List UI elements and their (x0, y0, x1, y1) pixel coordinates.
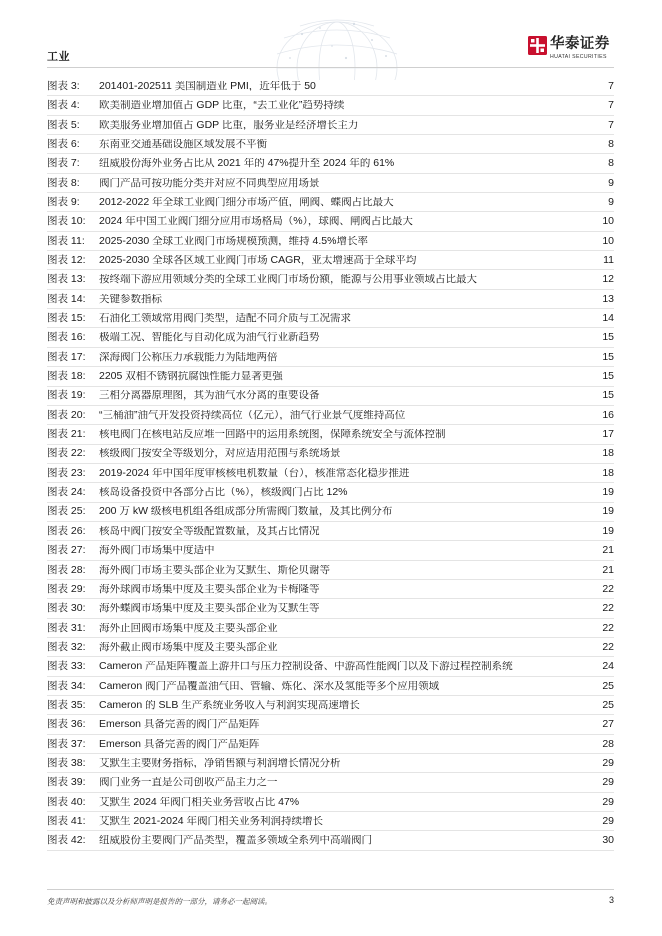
figure-list-item[interactable] (47, 367, 614, 386)
figure-page-number: 18 (602, 447, 614, 460)
figure-list-item[interactable] (47, 96, 614, 115)
figure-page-number: 18 (602, 466, 614, 479)
figure-label: 图表 30: (47, 602, 86, 615)
figure-page-number: 7 (608, 99, 614, 112)
figure-page-number: 19 (602, 486, 614, 499)
brand-name-en: HUATAI SECURITIES (550, 54, 607, 60)
figure-list-item[interactable] (47, 425, 614, 444)
figure-title: 2205 双相不锈钢抗腐蚀性能力显著更强 (99, 371, 283, 382)
figure-page-number: 24 (602, 660, 614, 673)
figure-label: 图表 38: (47, 756, 86, 769)
figure-title: 艾默生主要财务指标，净销售额与利润增长情况分析 (99, 757, 341, 769)
figure-label: 图表 27: (47, 544, 86, 557)
figure-title: 艾默生 2021-2024 年阀门相关业务利润持续增长 (99, 815, 324, 827)
figure-list-item[interactable] (47, 715, 614, 734)
figure-page-number: 15 (602, 331, 614, 344)
figure-title: 核岛中阀门按安全等级配置数量，及其占比情况 (99, 525, 320, 537)
figure-page-number: 16 (602, 408, 614, 421)
figure-list-item[interactable] (47, 754, 614, 773)
figure-list-item[interactable] (47, 503, 614, 522)
figure-title: 纽威股份海外业务占比从 2021 年的 47%提升至 2024 年的 61% (99, 158, 395, 169)
figure-list-item[interactable] (47, 309, 614, 328)
figure-label: 图表 31: (47, 621, 86, 634)
figure-page-number: 29 (602, 814, 614, 827)
figure-list-item[interactable] (47, 406, 614, 425)
figure-list-item[interactable] (47, 522, 614, 541)
section-title: 工业 (47, 51, 70, 63)
figure-list-item[interactable] (47, 599, 614, 618)
figure-title: 核电阀门在核电站反应堆一回路中的运用系统图，保障系统安全与流体控制 (99, 429, 446, 440)
figure-label: 图表 32: (47, 640, 86, 653)
huatai-logo (528, 35, 616, 65)
figure-label: 图表 37: (47, 737, 86, 750)
figure-page-number: 14 (602, 312, 614, 325)
figure-label: 图表 18: (47, 370, 86, 383)
figure-list-item[interactable] (47, 638, 614, 657)
figure-page-number: 8 (608, 137, 614, 150)
figure-page-number: 21 (602, 563, 614, 576)
figure-label: 图表 19: (47, 389, 86, 402)
figure-page-number: 19 (602, 505, 614, 518)
figure-title: 纽威股份主要阀门产品类型，覆盖多领域全系列中高端阀门 (99, 835, 372, 846)
huatai-logo-icon (528, 36, 547, 55)
figure-title: 200 万 kW 级核电机组各组成部分所需阀门数量，及其比例分布 (99, 506, 393, 517)
figure-list-item[interactable] (47, 696, 614, 715)
figure-label: 图表 7: (47, 157, 80, 170)
figure-title: 2019-2024 年中国年度审核核电机数量（台），核准常态化稳步推进 (99, 467, 410, 479)
figure-list-item[interactable] (47, 445, 614, 464)
figure-label: 图表 40: (47, 795, 86, 808)
figure-list-item[interactable] (47, 657, 614, 676)
figure-label: 图表 39: (47, 776, 86, 789)
figure-list-item[interactable] (47, 831, 614, 850)
figure-title: 东南亚交通基础设施区域发展不平衡 (99, 138, 267, 150)
figure-title: Emerson 具备完善的阀门产品矩阵 (99, 719, 260, 730)
figure-label: 图表 33: (47, 660, 86, 673)
figure-title: Cameron 产品矩阵覆盖上游井口与压力控制设备、中游高性能阀门以及下游过程控制系统 (99, 661, 513, 672)
figure-label: 图表 11: (47, 234, 85, 247)
figure-page-number: 25 (602, 679, 614, 692)
figure-page-number: 15 (602, 370, 614, 383)
figure-title: 关键参数指标 (99, 293, 162, 305)
figure-label: 图表 15: (47, 312, 86, 325)
figure-page-number: 9 (608, 176, 614, 189)
figure-page-number: 29 (602, 795, 614, 808)
figure-label: 图表 8: (47, 176, 80, 189)
figure-label: 图表 34: (47, 679, 86, 692)
figure-title: 核级阀门按安全等级划分，对应适用范围与系统场景 (99, 448, 341, 459)
figure-list-item[interactable] (47, 193, 614, 212)
figure-list (47, 77, 614, 851)
figure-list-item[interactable] (47, 77, 614, 96)
figure-list-item[interactable] (47, 135, 614, 154)
figure-list-item[interactable] (47, 773, 614, 792)
figure-list-item[interactable] (47, 677, 614, 696)
figure-page-number: 8 (608, 157, 614, 170)
figure-page-number: 27 (602, 718, 614, 731)
figure-label: 图表 29: (47, 582, 86, 595)
figure-list-item[interactable] (47, 735, 614, 754)
figure-title: 海外阀门市场主要头部企业为艾默生、斯伦贝谢等 (99, 564, 330, 576)
figure-list-item[interactable] (47, 212, 614, 231)
figure-title: 阀门业务一直是公司创收产品主力之一 (99, 777, 278, 788)
figure-page-number: 7 (608, 79, 614, 92)
figure-label: 图表 14: (47, 292, 86, 305)
figure-title: 三相分离器原理图，其为油气水分离的重要设备 (99, 390, 320, 401)
figure-title: 海外止回阀市场集中度及主要头部企业 (99, 622, 278, 634)
figure-title: 2024 年中国工业阀门细分应用市场格局（%），球阀、闸阀占比最大 (99, 216, 413, 227)
figure-list-item[interactable] (47, 290, 614, 309)
figure-title: 艾默生 2024 年阀门相关业务营收占比 47% (99, 796, 300, 808)
page-number: 3 (608, 895, 614, 905)
figure-title: 极端工况、智能化与自动化成为油气行业新趋势 (99, 332, 320, 343)
figure-label: 图表 9: (47, 195, 80, 208)
figure-label: 图表 24: (47, 486, 86, 499)
figure-list-item[interactable] (47, 154, 614, 173)
figure-title: 2012-2022 年全球工业阀门细分市场产值，闸阀、蝶阀占比最大 (99, 196, 394, 208)
brand-name-cn: 华泰证券 (550, 36, 610, 52)
figure-title: 2025-2030 全球工业阀门市场规模预测，维持 4.5%增长率 (99, 235, 368, 247)
figure-label: 图表 22: (47, 447, 86, 460)
figure-page-number: 7 (608, 118, 614, 131)
figure-title: 海外蝶阀市场集中度及主要头部企业为艾默生等 (99, 603, 320, 614)
figure-label: 图表 35: (47, 698, 86, 711)
figure-list-item[interactable] (47, 116, 614, 135)
figure-list-item[interactable] (47, 812, 614, 831)
figure-page-number: 22 (602, 602, 614, 615)
figure-page-number: 28 (602, 737, 614, 750)
figure-list-item[interactable] (47, 270, 614, 289)
figure-page-number: 22 (602, 621, 614, 634)
figure-label: 图表 21: (47, 428, 86, 441)
footer-disclaimer: 免责声明和披露以及分析师声明是报告的一部分，请务必一起阅读。 (47, 897, 272, 906)
figure-list-item[interactable] (47, 232, 614, 251)
figure-label: 图表 41: (47, 814, 86, 827)
globe-watermark-icon (262, 6, 412, 80)
figure-page-number: 22 (602, 582, 614, 595)
figure-label: 图表 17: (47, 350, 86, 363)
figure-label: 图表 23: (47, 466, 86, 479)
figure-page-number: 17 (602, 428, 614, 441)
figure-title: Emerson 具备完善的阀门产品矩阵 (99, 738, 260, 750)
figure-label: 图表 13: (47, 273, 86, 286)
figure-title: 海外截止阀市场集中度及主要头部企业 (99, 641, 278, 653)
figure-label: 图表 28: (47, 563, 86, 576)
figure-list-item[interactable] (47, 541, 614, 560)
figure-page-number: 10 (602, 234, 614, 247)
figure-label: 图表 3: (47, 79, 80, 92)
figure-page-number: 12 (602, 273, 614, 286)
figure-label: 图表 10: (47, 215, 86, 228)
figure-title: 欧美制造业增加值占 GDP 比重，“去工业化”趋势持续 (99, 100, 345, 111)
figure-title: 海外球阀市场集中度及主要头部企业为卡梅隆等 (99, 583, 320, 595)
figure-page-number: 10 (602, 215, 614, 228)
figure-page-number: 22 (602, 640, 614, 653)
figure-title: Cameron 阀门产品覆盖油气田、管输、炼化、深水及氢能等多个应用领域 (99, 680, 440, 692)
figure-list-item[interactable] (47, 561, 614, 580)
figure-page-number: 11 (603, 254, 614, 267)
figure-label: 图表 20: (47, 408, 86, 421)
figure-title: 石油化工领域常用阀门类型，适配不同介质与工况需求 (99, 313, 351, 324)
figure-title: 按终端下游应用领域分类的全球工业阀门市场份额，能源与公用事业领域占比最大 (99, 274, 477, 285)
figure-list-item[interactable] (47, 348, 614, 367)
figure-page-number: 15 (602, 389, 614, 402)
figure-title: 阀门产品可按功能分类并对应不同典型应用场景 (99, 177, 320, 189)
figure-list-item[interactable] (47, 387, 614, 406)
figure-list-item[interactable] (47, 483, 614, 502)
figure-list-item[interactable] (47, 174, 614, 193)
figure-title: 201401-202511 美国制造业 PMI，近年低于 50 (99, 80, 316, 92)
footer-divider (47, 889, 614, 890)
figure-page-number: 15 (602, 350, 614, 363)
figure-title: 海外阀门市场集中度适中 (99, 545, 215, 556)
figure-label: 图表 4: (47, 99, 80, 112)
figure-list-item[interactable] (47, 619, 614, 638)
figure-page-number: 13 (602, 292, 614, 305)
figure-label: 图表 12: (47, 254, 86, 267)
figure-list-item[interactable] (47, 580, 614, 599)
figure-page-number: 9 (608, 195, 614, 208)
figure-list-item[interactable] (47, 793, 614, 812)
figure-label: 图表 36: (47, 718, 86, 731)
figure-label: 图表 42: (47, 834, 86, 847)
figure-list-item[interactable] (47, 328, 614, 347)
figure-list-item[interactable] (47, 464, 614, 483)
figure-list-item[interactable] (47, 251, 614, 270)
figure-title: “三桶油”油气开发投资持续高位（亿元），油气行业景气度维持高位 (99, 409, 406, 421)
figure-title: 深海阀门公称压力承载能力为陆地两倍 (99, 351, 278, 363)
figure-page-number: 30 (602, 834, 614, 847)
figure-page-number: 25 (602, 698, 614, 711)
figure-page-number: 21 (602, 544, 614, 557)
figure-title: 核岛设备投资中各部分占比（%），核级阀门占比 12% (99, 487, 348, 498)
figure-label: 图表 6: (47, 137, 80, 150)
figure-label: 图表 16: (47, 331, 86, 344)
figure-label: 图表 25: (47, 505, 86, 518)
figure-title: 2025-2030 全球各区域工业阀门市场 CAGR，亚太增速高于全球平均 (99, 255, 417, 266)
figure-title: 欧美服务业增加值占 GDP 比重，服务业是经济增长主力 (99, 119, 359, 131)
figure-label: 图表 5: (47, 118, 80, 131)
header-divider (47, 67, 614, 68)
figure-page-number: 19 (602, 524, 614, 537)
figure-page-number: 29 (602, 756, 614, 769)
figure-title: Cameron 的 SLB 生产系统业务收入与利润实现高速增长 (99, 699, 360, 711)
figure-label: 图表 26: (47, 524, 86, 537)
figure-page-number: 29 (602, 776, 614, 789)
